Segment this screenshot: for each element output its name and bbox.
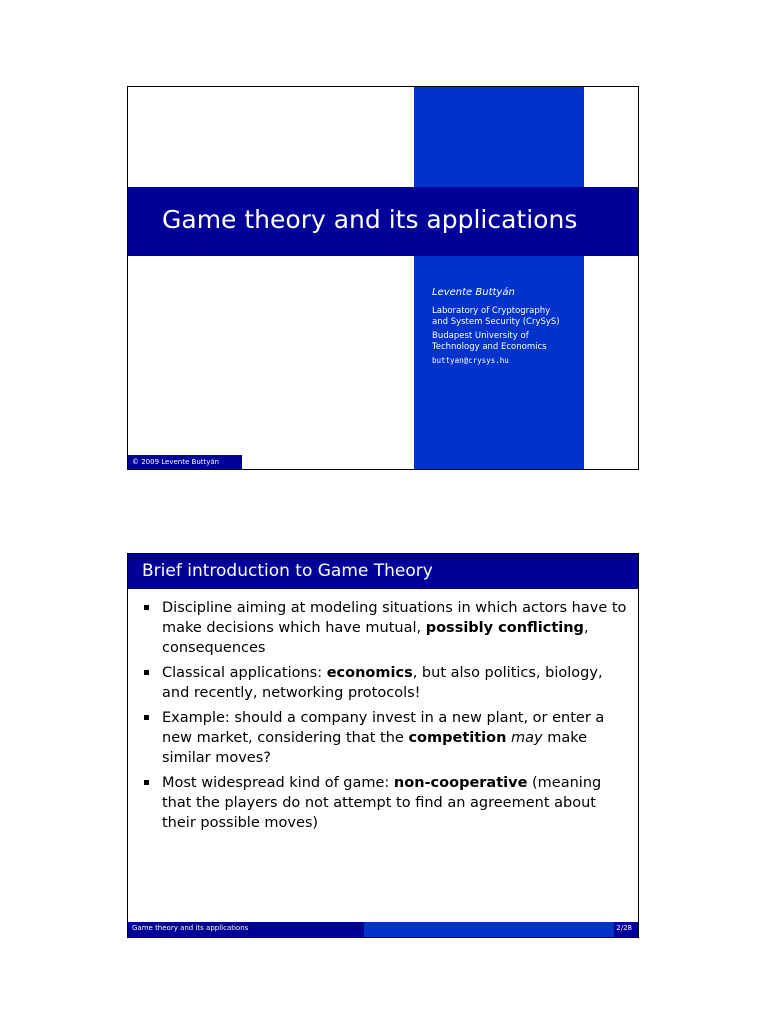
bullet-item [140, 773, 630, 833]
bullet-text: possibly conflicting [425, 620, 584, 636]
bullet-square-icon [144, 605, 149, 610]
bullet-item [140, 708, 630, 768]
bullet-square-icon [144, 670, 149, 675]
slide-title: Game theory and its applications [162, 205, 578, 234]
bullet-text: may [511, 730, 543, 746]
affiliation-line: and System Security (CrySyS) [432, 317, 560, 327]
bullet-text: non-cooperative [393, 775, 528, 791]
bullet-square-icon [144, 780, 149, 785]
bullet-text: Discipline aiming at modeling situations in which actors have to make decisions which have mutual, [162, 600, 627, 636]
affiliation-line: Laboratory of Cryptography [432, 306, 551, 316]
slide-footer [128, 922, 638, 937]
bullet-item [140, 663, 630, 703]
bullet-text: Example: should a company invest in a new plant, or enter a new market, considering that the [162, 710, 605, 746]
bullet-text: , consequences [162, 620, 589, 656]
slide-heading: Brief introduction to Game Theory [142, 561, 433, 581]
bullet-text: Most widespread kind of game: [162, 775, 394, 791]
bullet-text: economics [326, 665, 413, 681]
footer-blue-segment [364, 922, 614, 937]
affiliation-line: Budapest University of [432, 331, 529, 341]
footer-title: Game theory and its applications [132, 924, 249, 932]
bullet-text: competition [408, 730, 507, 746]
author-name: Levente Buttyán [432, 287, 515, 298]
bullet-item [140, 598, 630, 658]
copyright-label: © 2009 Levente Buttyán [128, 455, 242, 469]
bullet-text: , but also politics, biology, and recently, networking protocols! [162, 665, 603, 701]
vertical-blue-bar [414, 87, 584, 469]
author-email: buttyan@crysys.hu [432, 356, 509, 365]
page-number: 2/28 [616, 924, 632, 932]
bullet-text: make similar moves? [162, 730, 588, 766]
bullet-text: (meaning that the players do not attempt to find an agreement about their possible moves) [162, 775, 602, 831]
content-slide [127, 553, 639, 938]
affiliation-line: Technology and Economics [432, 342, 547, 352]
bullet-list [140, 598, 630, 838]
slide-header [128, 554, 638, 589]
title-slide [127, 86, 639, 470]
bullet-text: Classical applications: [162, 665, 327, 681]
bullet-square-icon [144, 715, 149, 720]
